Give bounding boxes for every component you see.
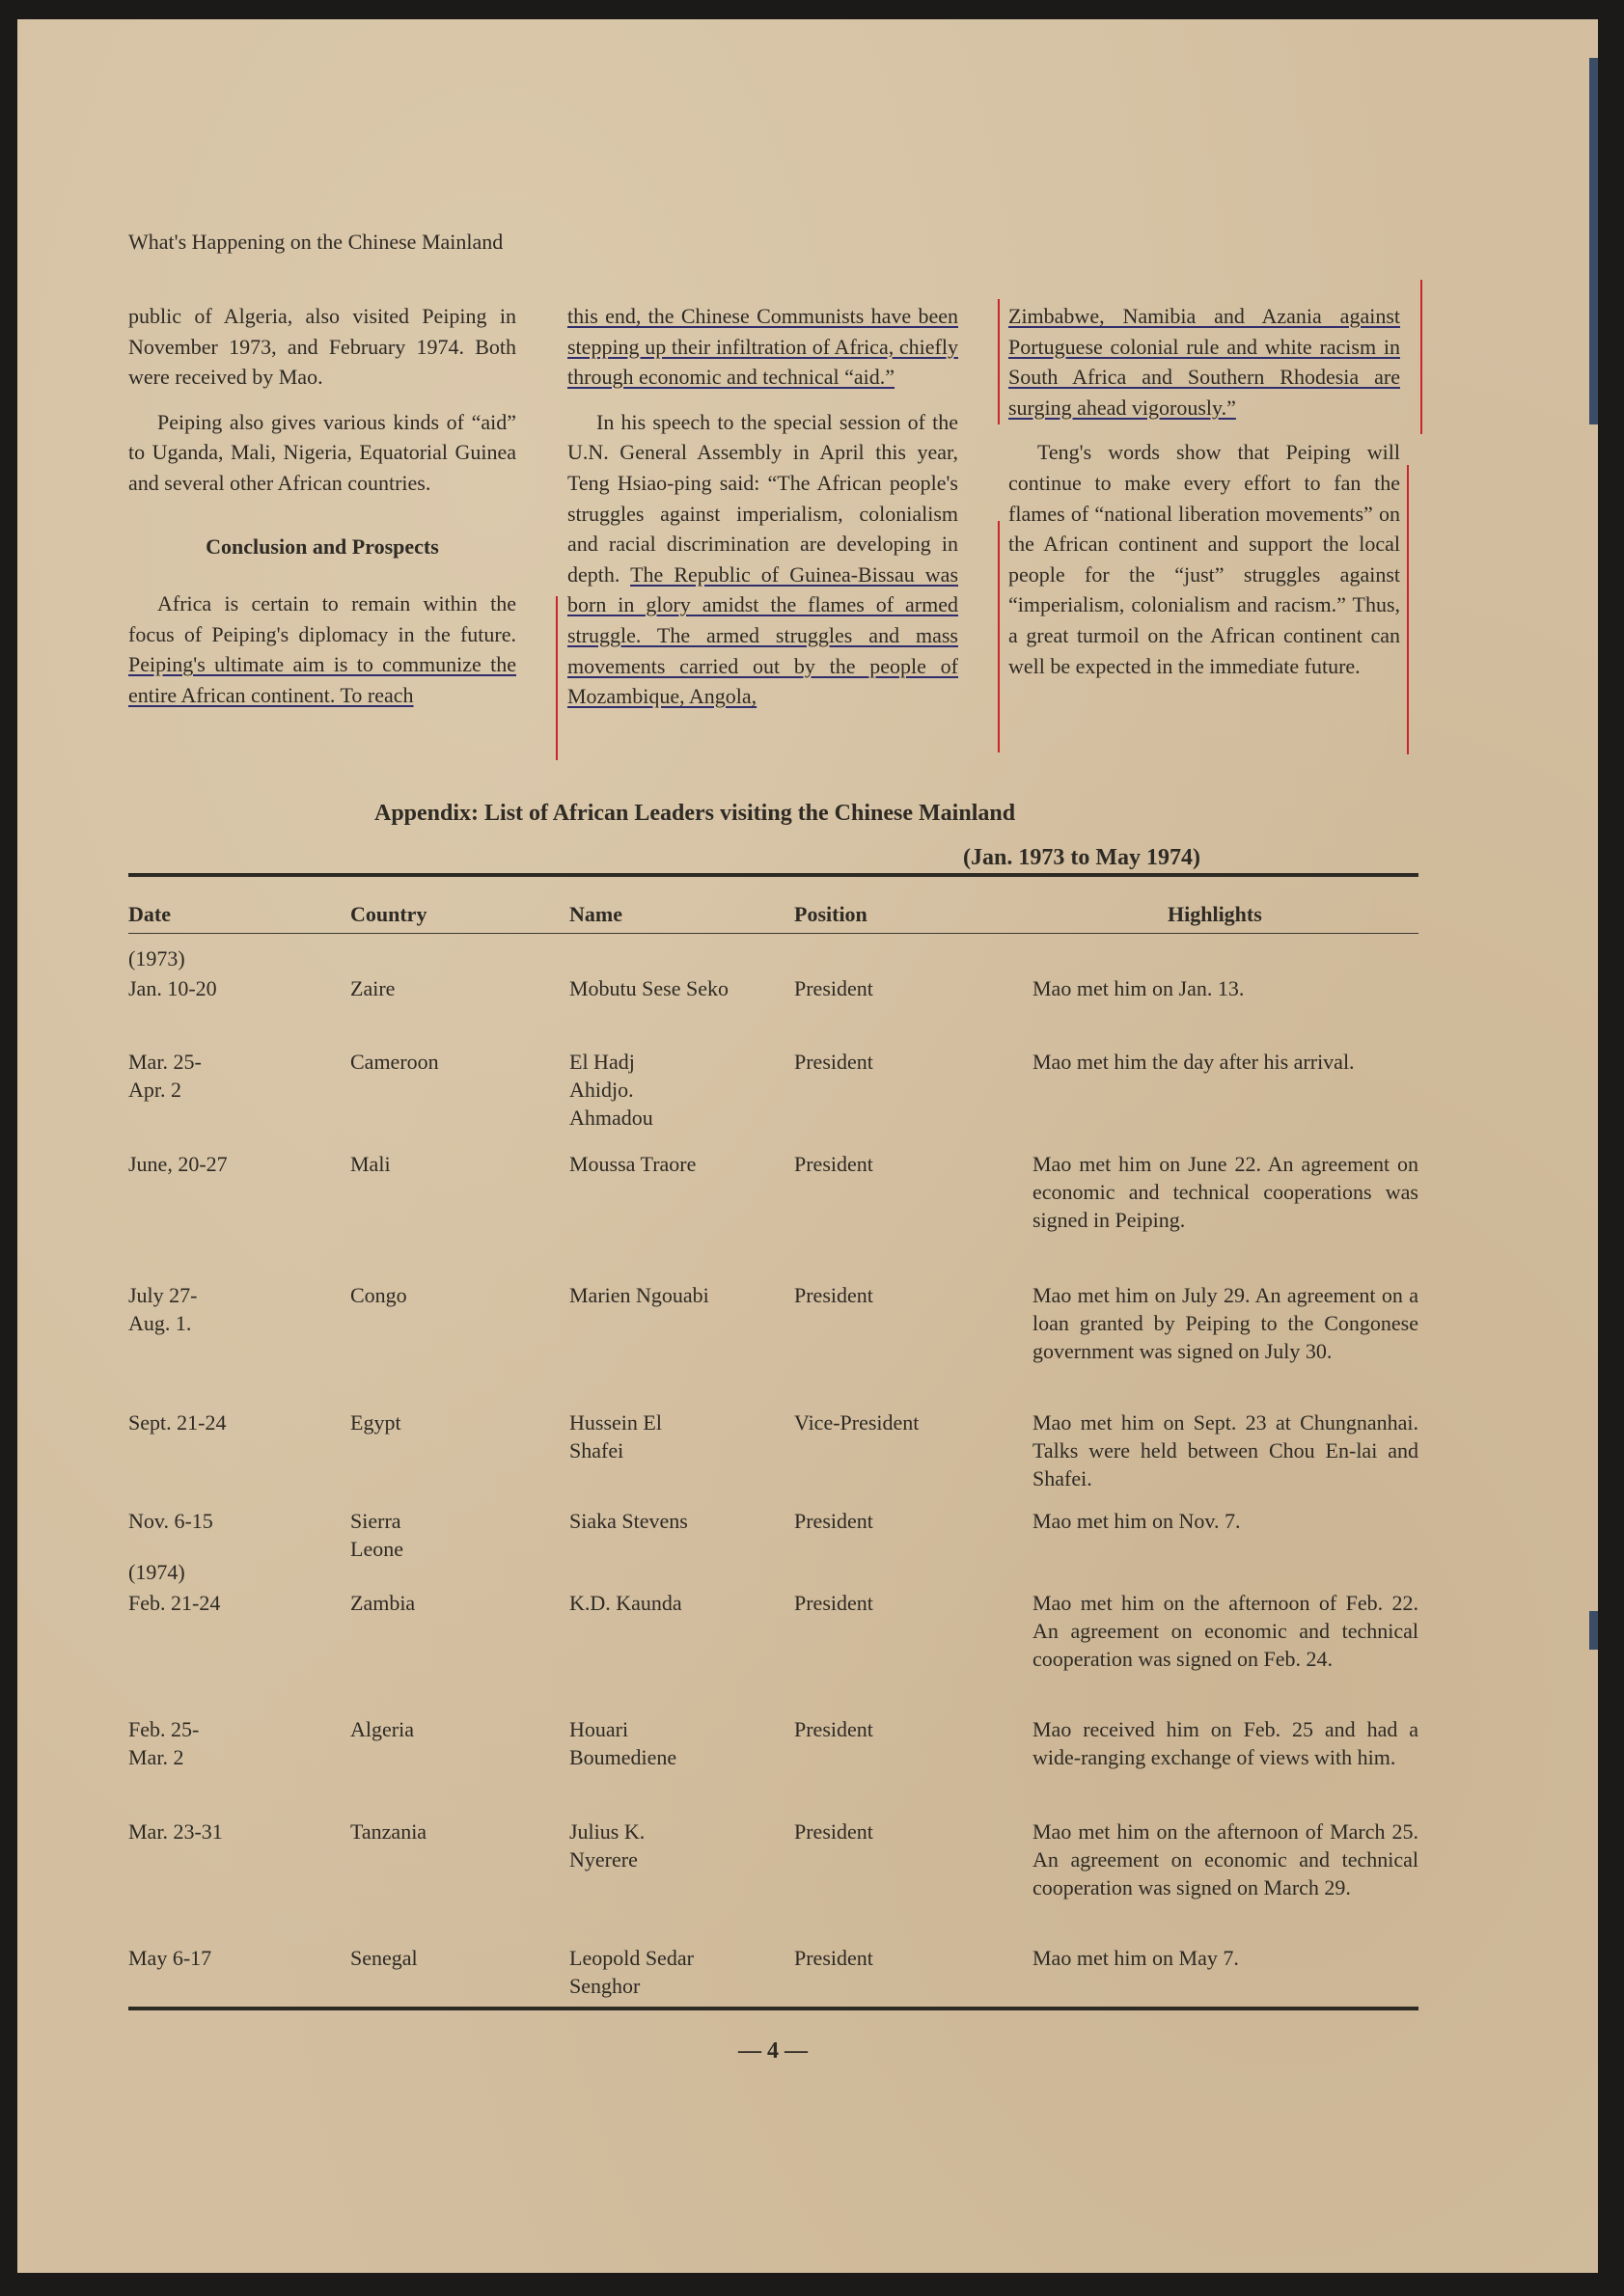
running-head: What's Happening on the Chinese Mainland: [128, 230, 504, 254]
appendix-date-range: (Jan. 1973 to May 1974): [963, 845, 1200, 870]
binding-edge-tab: [1589, 1611, 1598, 1650]
table-header-rule: [128, 933, 1418, 934]
page-number: — 4 —: [738, 2038, 808, 2064]
cell-position: President: [794, 1946, 873, 1970]
binding-edge-strip: [1589, 58, 1598, 424]
underlined-text: this end, the Chinese Communists have been stepping up their infiltration of Africa, chiefly through economic and technical “aid.”: [567, 304, 958, 390]
paragraph-text: Africa is certain to remain within the focus of Peiping's diplomacy in the future.: [128, 591, 516, 646]
cell-country: Sierra Leone: [350, 1509, 403, 1561]
cell-date: Jan. 10-20: [128, 976, 217, 1000]
cell-highlights: Mao met him on July 29. An agreement on a loan granted by Peiping to the Congonese government was signed on July 30.: [1032, 1283, 1418, 1363]
cell-position: President: [794, 1591, 873, 1615]
cell-date: Sept. 21-24: [128, 1410, 227, 1435]
red-margin-mark: [1420, 280, 1422, 434]
underlined-text: Zimbabwe, Namibia and Azania against Portuguese colonial rule and white racism in South Africa and Southern Rhodesia are surging ahead vigorously.”: [1008, 304, 1400, 420]
cell-highlights: Mao received him on Feb. 25 and had a wide-ranging exchange of views with him.: [1032, 1717, 1418, 1769]
cell-country: Egypt: [350, 1410, 401, 1435]
cell-date: Feb. 21-24: [128, 1591, 221, 1615]
cell-date: May 6-17: [128, 1946, 212, 1970]
text-column-2: [567, 301, 958, 726]
cell-country: Mali: [350, 1152, 391, 1176]
section-heading: Conclusion and Prospects: [206, 533, 439, 559]
document-page: [17, 19, 1598, 2273]
year-label: (1973): [128, 946, 185, 970]
cell-name: Leopold Sedar Senghor: [569, 1946, 694, 1998]
cell-date: Mar. 23-31: [128, 1819, 223, 1844]
paragraph-text: In his speech to the special session of the U.N. General Assembly in April this year, Teng Hsiao-ping said: “The African people's struggles against imperialism, colonialism and racial discrimination are developing in depth.: [567, 409, 958, 587]
cell-position: President: [794, 1283, 873, 1307]
cell-name: Julius K. Nyerere: [569, 1819, 646, 1872]
red-margin-mark: [998, 299, 1000, 424]
cell-name: Mobutu Sese Seko: [569, 976, 729, 1000]
cell-country: Zaire: [350, 976, 396, 1000]
cell-name: Houari Boumediene: [569, 1717, 677, 1769]
cell-date: Nov. 6-15: [128, 1509, 213, 1533]
cell-highlights: Mao met him on Jan. 13.: [1032, 976, 1245, 1000]
cell-highlights: Mao met him on May 7.: [1032, 1946, 1239, 1970]
table-top-rule: [128, 873, 1418, 877]
text-column-3: [1008, 301, 1400, 696]
cell-country: Congo: [350, 1283, 407, 1307]
cell-date: June, 20-27: [128, 1152, 228, 1176]
column-header-country: Country: [350, 902, 427, 926]
red-margin-mark: [998, 521, 1000, 752]
column-header-position: Position: [794, 902, 867, 926]
cell-name: Marien Ngouabi: [569, 1283, 709, 1307]
appendix-title: Appendix: List of African Leaders visiting the Chinese Mainland: [374, 801, 1016, 826]
year-label: (1974): [128, 1560, 185, 1584]
paragraph: [567, 301, 958, 393]
paragraph: [128, 588, 516, 710]
column-header-date: Date: [128, 902, 171, 926]
cell-highlights: Mao met him on the afternoon of March 25. An agreement on economic and technical cooperation was signed on March 29.: [1032, 1819, 1418, 1900]
paragraph: public of Algeria, also visited Peiping in November 1973, and February 1974. Both were received by Mao.: [128, 304, 516, 390]
column-header-highlights: Highlights: [1168, 902, 1262, 926]
cell-name: Siaka Stevens: [569, 1509, 688, 1533]
cell-date: July 27- Aug. 1.: [128, 1283, 198, 1335]
underlined-text: Peiping's ultimate aim is to communize the entire African continent. To reach: [128, 652, 516, 707]
cell-highlights: Mao met him the day after his arrival.: [1032, 1050, 1355, 1074]
paragraph: Peiping also gives various kinds of “aid” to Uganda, Mali, Nigeria, Equatorial Guinea and several other African countries.: [128, 409, 516, 495]
cell-name: K.D. Kaunda: [569, 1591, 682, 1615]
cell-country: Algeria: [350, 1717, 414, 1741]
cell-highlights: Mao met him on Nov. 7.: [1032, 1509, 1241, 1533]
cell-country: Cameroon: [350, 1050, 439, 1074]
cell-date: Mar. 25- Apr. 2: [128, 1050, 202, 1102]
cell-highlights: Mao met him on June 22. An agreement on economic and technical cooperations was signed in Peiping.: [1032, 1152, 1418, 1232]
paragraph: [567, 407, 958, 712]
cell-position: President: [794, 1152, 873, 1176]
underlined-text: The Republic of Guinea-Bissau was born in glory amidst the flames of armed struggle. The armed struggles and mass movements carried out by the people of Mozambique, Angola,: [567, 561, 959, 709]
cell-position: President: [794, 1050, 873, 1074]
cell-country: Senegal: [350, 1946, 418, 1970]
cell-position: President: [794, 1717, 873, 1741]
red-margin-mark: [1407, 465, 1409, 754]
cell-name: Hussein El Shafei: [569, 1410, 662, 1462]
column-header-name: Name: [569, 902, 622, 926]
cell-highlights: Mao met him on Sept. 23 at Chungnanhai. Talks were held between Chou En-lai and Shafei.: [1032, 1410, 1418, 1490]
cell-country: Zambia: [350, 1591, 416, 1615]
cell-country: Tanzania: [350, 1819, 427, 1844]
cell-name: El Hadj Ahidjo. Ahmadou: [569, 1050, 653, 1130]
cell-position: President: [794, 1819, 873, 1844]
cell-position: President: [794, 976, 873, 1000]
red-margin-mark: [556, 596, 558, 760]
paragraph: [1008, 301, 1400, 423]
table-bottom-rule: [128, 2007, 1418, 2010]
cell-position: Vice-President: [794, 1410, 920, 1435]
paragraph: Teng's words show that Peiping will continue to make every effort to fan the flames of “national liberation movements” on the African continent and support the local people for the “just” struggles against “imperialism, colonialism and racism.” Thus, a great turmoil on the African continent can well be expected in the immediate future.: [1008, 440, 1400, 678]
cell-name: Moussa Traore: [569, 1152, 697, 1176]
cell-date: Feb. 25- Mar. 2: [128, 1717, 200, 1769]
cell-highlights: Mao met him on the afternoon of Feb. 22. An agreement on economic and technical cooperation was signed on Feb. 24.: [1032, 1591, 1418, 1671]
cell-position: President: [794, 1509, 873, 1533]
text-column-1: [128, 301, 516, 725]
